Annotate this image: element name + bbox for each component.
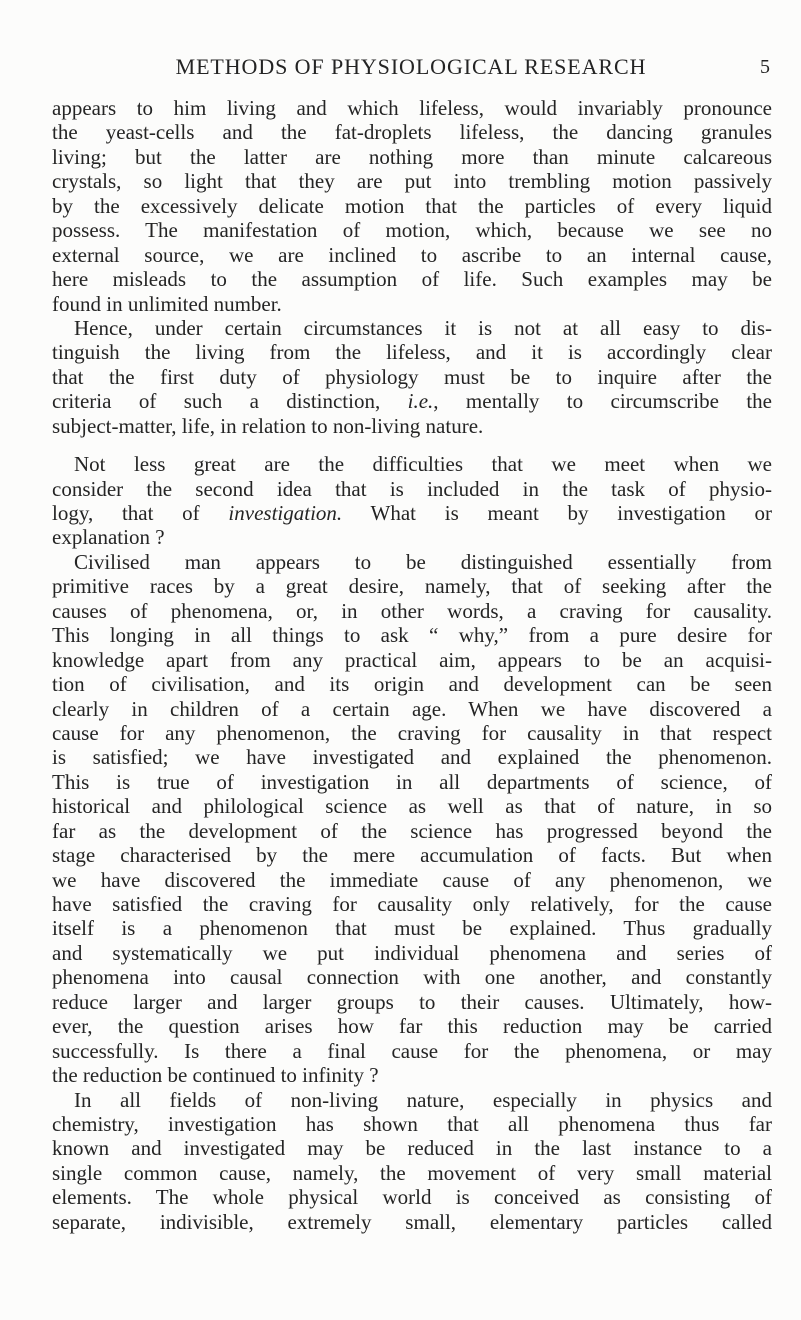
text-line: clearly in children of a certain age. When we have discovered a <box>52 696 772 721</box>
paragraph <box>52 1088 772 1235</box>
text-line: successfully. Is there a final cause for the phenomena, or may <box>52 1038 772 1063</box>
paragraph <box>52 316 772 438</box>
text-line: external source, we are inclined to ascribe to an internal cause, <box>52 242 772 267</box>
text-line: explanation ? <box>52 525 165 550</box>
text-line: chemistry, investigation has shown that all phenomena thus far <box>52 1111 772 1136</box>
text-line: causes of phenomena, or, in other words, a craving for causality. <box>52 598 772 623</box>
paragraph-gap <box>52 438 772 452</box>
text-line: the yeast-cells and the fat-droplets lifeless, the dancing granules <box>52 120 772 145</box>
text-line: consider the second idea that is included in the task of physio- <box>52 476 772 501</box>
text-line: have satisfied the craving for causality only relatively, for the cause <box>52 892 772 916</box>
text-line: tion of civilisation, and its origin and development can be seen <box>52 672 772 697</box>
running-title: METHODS OF PHYSIOLOGICAL RESEARCH <box>175 54 647 79</box>
paragraph <box>52 96 772 316</box>
text-line: and systematically we put individual phenomena and series of <box>52 940 772 965</box>
text-line: In all fields of non-living nature, especially in physics and <box>74 1087 772 1112</box>
text-line: itself is a phenomenon that must be explained. Thus gradually <box>52 916 772 941</box>
text-line: crystals, so light that they are put into trembling motion passively <box>52 169 772 194</box>
text-line: subject-matter, life, in relation to non-living nature. <box>52 413 484 438</box>
text-line: criteria of such a distinction, i.e., mentally to circumscribe the <box>52 389 772 414</box>
text-line: phenomena into causal connection with one another, and constantly <box>52 965 772 990</box>
body-text <box>52 96 772 1234</box>
text-line: Not less great are the difficulties that we meet when we <box>74 452 772 477</box>
text-line: known and investigated may be reduced in the last instance to a <box>52 1136 772 1161</box>
paragraph <box>52 550 772 1088</box>
text-line: by the excessively delicate motion that the particles of every liquid <box>52 193 772 218</box>
text-line: knowledge apart from any practical aim, appears to be an acquisi- <box>52 647 772 672</box>
text-line: we have discovered the immediate cause of any phenomenon, we <box>52 867 772 892</box>
text-line: that the first duty of physiology must be to inquire after the <box>52 364 772 389</box>
text-line: This is true of investigation in all departments of science, of <box>52 769 772 794</box>
text-line: is satisfied; we have investigated and explained the phenomenon. <box>52 745 772 770</box>
text-line: Civilised man appears to be distinguished essentially from <box>74 549 772 574</box>
text-line: reduce larger and larger groups to their causes. Ultimately, how- <box>52 989 772 1014</box>
text-line: separate, indivisible, extremely small, elementary particles called <box>52 1209 772 1234</box>
text-line: single common cause, namely, the movement of very small material <box>52 1160 772 1185</box>
running-head <box>52 52 770 82</box>
text-line: This longing in all things to ask “ why,” from a pure desire for <box>52 623 772 648</box>
paragraph <box>52 452 772 550</box>
text-line: historical and philological science as well as that of nature, in so <box>52 794 772 819</box>
page-number: 5 <box>760 56 770 78</box>
text-line: ever, the question arises how far this reduction may be carried <box>52 1014 772 1039</box>
text-line: stage characterised by the mere accumulation of facts. But when <box>52 843 772 868</box>
text-line: tinguish the living from the lifeless, and it is accordingly clear <box>52 340 772 365</box>
text-line: here misleads to the assumption of life. Such examples may be <box>52 267 772 292</box>
text-line: appears to him living and which lifeless, would invariably pronounce <box>52 96 772 120</box>
text-line: possess. The manifestation of motion, which, because we see no <box>52 218 772 243</box>
text-line: cause for any phenomenon, the craving for causality in that respect <box>52 720 772 745</box>
text-line: primitive races by a great desire, namely, that of seeking after the <box>52 574 772 599</box>
text-line: living; but the latter are nothing more than minute calcareous <box>52 144 772 169</box>
text-line: logy, that of investigation. What is meant by investigation or <box>52 501 772 525</box>
text-line: elements. The whole physical world is conceived as consisting of <box>52 1185 772 1210</box>
text-line: the reduction be continued to infinity ? <box>52 1063 379 1088</box>
text-line: Hence, under certain circumstances it is not at all easy to dis- <box>74 315 772 340</box>
text-line: found in unlimited number. <box>52 291 282 316</box>
text-line: far as the development of the science has progressed beyond the <box>52 818 772 843</box>
